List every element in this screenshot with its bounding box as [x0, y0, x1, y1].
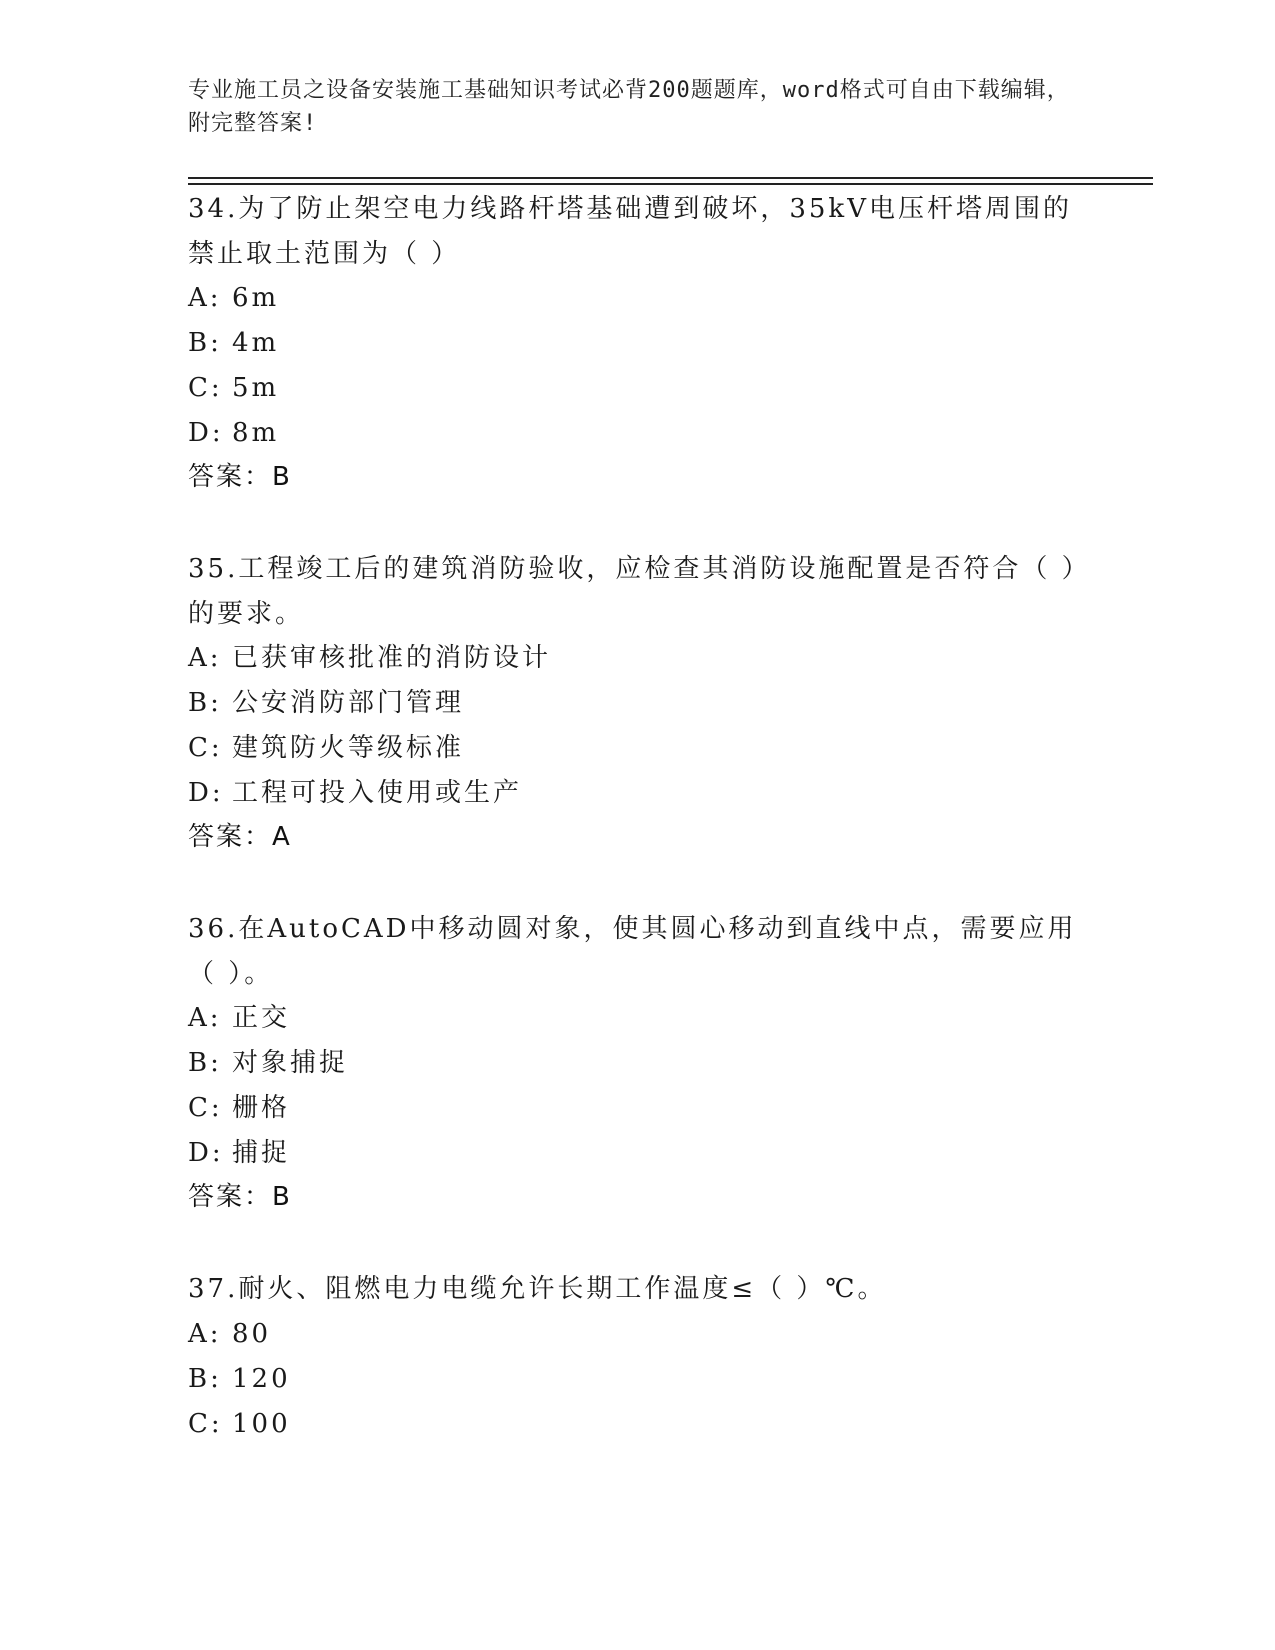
option-b	[188, 321, 279, 366]
question-stem: 35.工程竣工后的建筑消防验收，应检查其消防设施配置是否符合（ ）的要求。	[188, 554, 1078, 629]
option-letter: D:	[188, 778, 224, 808]
option-a	[188, 636, 551, 681]
option-letter: C:	[188, 1093, 223, 1123]
option-text: 工程可投入使用或生产	[232, 778, 523, 808]
option-letter: C:	[188, 373, 223, 403]
option-text: 6m	[232, 283, 280, 313]
option-letter: A:	[188, 1003, 222, 1033]
option-letter: B:	[188, 1048, 222, 1078]
option-b	[188, 681, 464, 726]
option-letter: C:	[188, 733, 223, 763]
option-letter: A:	[188, 1319, 222, 1349]
option-text: 5m	[232, 373, 280, 403]
question-stem: 36.在AutoCAD中移动圆对象，使其圆心移动到直线中点，需要应用（ ）。	[188, 914, 1077, 989]
option-letter: B:	[188, 1364, 222, 1394]
option-text: 建筑防火等级标准	[232, 733, 465, 763]
option-letter: C:	[188, 1409, 223, 1439]
option-text: 栅格	[232, 1093, 291, 1123]
option-a	[188, 996, 290, 1041]
answer-label: 答案：A	[188, 822, 292, 852]
option-letter: D:	[188, 1138, 224, 1168]
option-b	[188, 1357, 291, 1402]
option-text: 8m	[232, 418, 280, 448]
option-text: 80	[232, 1319, 272, 1349]
option-c	[188, 726, 464, 771]
option-text: 捕捉	[232, 1138, 291, 1168]
option-c	[188, 1402, 291, 1447]
option-text: 对象捕捉	[232, 1048, 349, 1078]
option-letter: A:	[188, 643, 222, 673]
option-d	[188, 771, 522, 816]
option-b	[188, 1041, 348, 1086]
option-d	[188, 1131, 290, 1176]
option-letter: A:	[188, 283, 222, 313]
option-a	[188, 1312, 271, 1357]
option-c	[188, 366, 279, 411]
question-stem: 34.为了防止架空电力线路杆塔基础遭到破坏，35kV电压杆塔周围的禁止取土范围为（ ）	[188, 194, 1072, 269]
option-text: 公安消防部门管理	[232, 688, 465, 718]
option-text: 正交	[232, 1003, 291, 1033]
answer-label: 答案：B	[188, 462, 292, 492]
option-text: 已获审核批准的消防设计	[232, 643, 552, 673]
option-letter: B:	[188, 688, 222, 718]
option-d	[188, 411, 279, 456]
answer-label: 答案：B	[188, 1182, 292, 1212]
option-letter: B:	[188, 328, 222, 358]
document-header: 专业施工员之设备安装施工基础知识考试必背200题题库，word格式可自由下载编辑，附完整答案!	[188, 78, 1070, 136]
header-divider-top	[188, 177, 1153, 179]
header-divider-bottom	[188, 183, 1153, 185]
option-text: 120	[232, 1364, 291, 1394]
option-a	[188, 276, 279, 321]
option-c	[188, 1086, 290, 1131]
question-stem: 37.耐火、阻燃电力电缆允许长期工作温度≤（ ）℃。	[188, 1274, 887, 1304]
option-text: 100	[232, 1409, 291, 1439]
option-text: 4m	[232, 328, 280, 358]
option-letter: D:	[188, 418, 224, 448]
